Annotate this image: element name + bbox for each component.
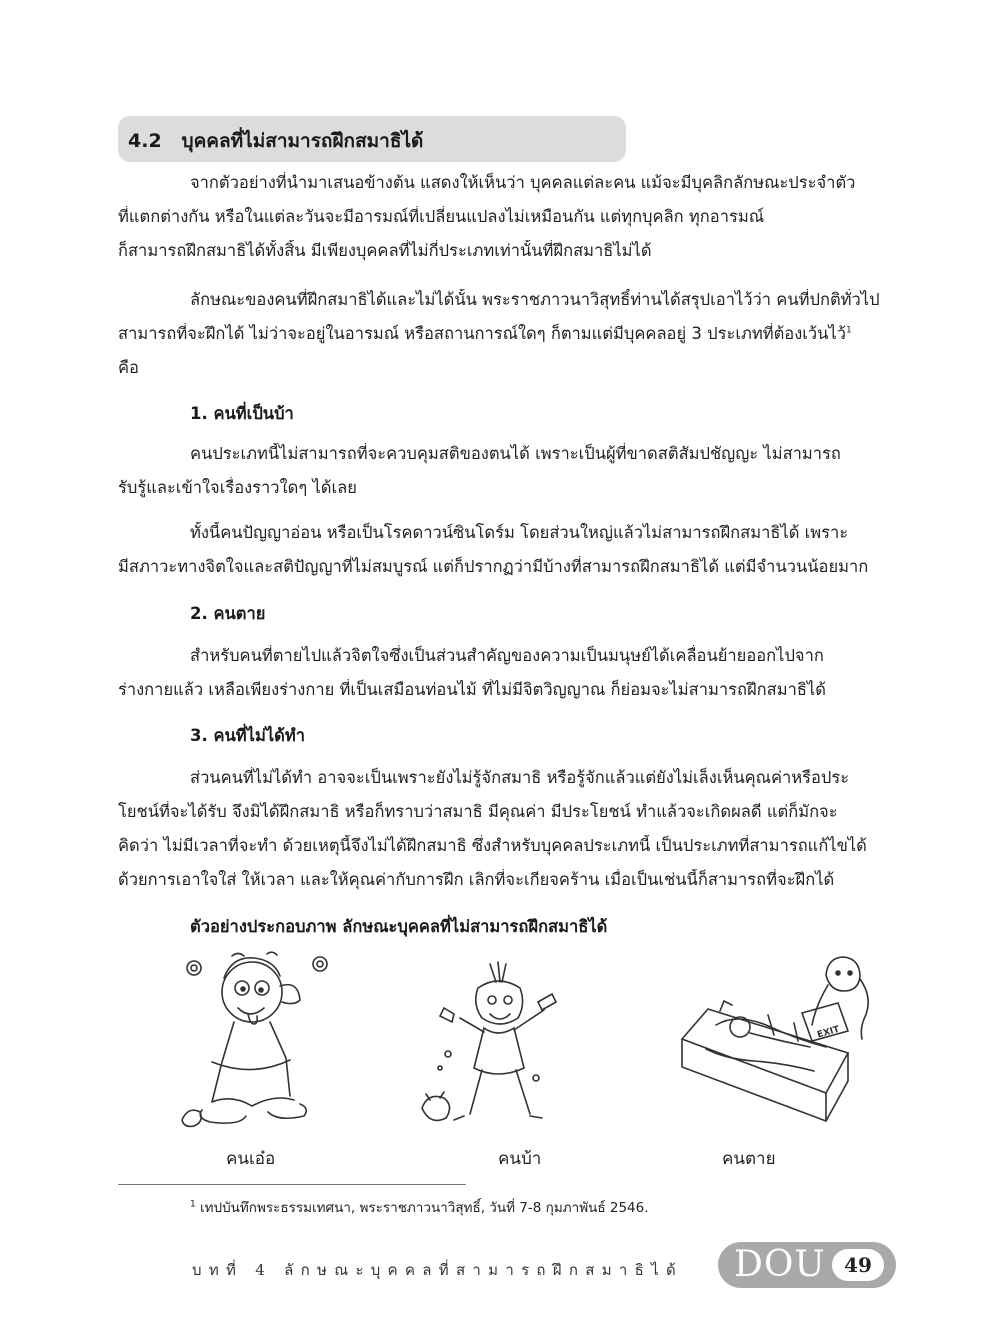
paragraph-line: ที่แตกต่างกัน หรือในแต่ละวันจะมีอารมณ์ที่เปลี่ยนแปลงไม่เหมือนกัน แต่ทุกบุคลิก ทุกอารมณ์ (118, 207, 765, 226)
type-heading: 1. คนที่เป็นบ้า (190, 404, 294, 423)
paragraph-line (118, 323, 896, 345)
paragraph-line: คิดว่า ไม่มีเวลาที่จะทำ ด้วยเหตุนี้จึงไม่ได้ฝึกสมาธิ ซึ่งสำหรับบุคคลประเภทนี้ เป็นประเภทที่สามารถแก้ไขได้ (118, 836, 867, 855)
footnote-ref: 1 (846, 325, 852, 336)
type-heading: 2. คนตาย (190, 604, 266, 623)
section-title: บุคคลที่ไม่สามารถฝึกสมาธิได้ (181, 130, 424, 152)
footer-chapter-text: บทที่ 4 ลักษณะบุคคลที่สามารถฝึกสมาธิได้ (192, 1261, 683, 1279)
paragraph-line: จากตัวอย่างที่นำมาเสนอข้างต้น แสดงให้เห็นว่า บุคคลแต่ละคน แม้จะมีบุคลิกลักษณะประจำตัว (190, 173, 856, 192)
type-heading: 3. คนที่ไม่ได้ทำ (190, 726, 306, 745)
paragraph-line: ส่วนคนที่ไม่ได้ทำ อาจจะเป็นเพราะยังไม่รู้จักสมาธิ หรือรู้จักแล้วแต่ยังไม่เล็งเห็นคุณค่าหรือประ (190, 768, 850, 787)
paragraph-line: รับรู้และเข้าใจเรื่องราวใดๆ ได้เลย (118, 478, 357, 497)
footnote-marker: 1 (190, 1199, 196, 1210)
section-number: 4.2 (128, 130, 162, 152)
paragraph-line: มีสภาวะทางจิตใจและสติปัญญาที่ไม่สมบูรณ์ แต่ก็ปรากฏว่ามีบ้างที่สามารถฝึกสมาธิได้ แต่มีจำนวนน้อยมาก (118, 557, 869, 576)
footnote-text: เทปบันทึกพระธรรมเทศนา, พระราชภาวนาวิสุทธิ์, วันที่ 7-8 กุมภาพันธ์ 2546. (200, 1200, 649, 1216)
paragraph-line: ร่างกายแล้ว เหลือเพียงร่างกาย ที่เป็นเสมือนท่อนไม้ ที่ไม่มีจิตวิญญาณ ก็ย่อมจะไม่สามารถฝึกสมาธิได้ (118, 680, 826, 699)
figure-caption: คนตาย (722, 1149, 776, 1169)
page-number: 49 (832, 1249, 884, 1281)
paragraph-line: ทั้งนี้คนปัญญาอ่อน หรือเป็นโรคดาวน์ซินโดร์ม โดยส่วนใหญ่แล้วไม่สามารถฝึกสมาธิได้ เพราะ (190, 523, 849, 542)
paragraph-line: ด้วยการเอาใจใส่ ให้เวลา และให้คุณค่ากับการฝึก เลิกที่จะเกียจคร้าน เมื่อเป็นเช่นนี้ก็สามารถที่จะฝึกได้ (118, 870, 835, 889)
paragraph-line: โยชน์ที่จะได้รับ จึงมิได้ฝึกสมาธิ หรือก็ทราบว่าสมาธิ มีคุณค่า มีประโยชน์ ทำแล้วจะเกิดผลดี แต่ก็มักจะ (118, 802, 838, 821)
paragraph-line: ก็สามารถฝึกสมาธิได้ทั้งสิ้น มีเพียงบุคคลที่ไม่กี่ประเภทเท่านั้นที่ฝึกสมาธิไม่ได้ (118, 241, 652, 260)
confused-person-illustration (172, 950, 332, 1135)
paragraph-line: คือ (118, 358, 139, 377)
paragraph-line: สำหรับคนที่ตายไปแล้วจิตใจซึ่งเป็นส่วนสำคัญของความเป็นมนุษย์ได้เคลื่อนย้ายออกไปจาก (190, 646, 824, 665)
paragraph-text: สามารถที่จะฝึกได้ ไม่ว่าจะอยู่ในอารมณ์ หรือสถานการณ์ใดๆ ก็ตามแต่มีบุคคลอยู่ 3 ประเภทที่ต้องเว้นไว้ (118, 324, 847, 343)
figure-caption: คนเอ๋อ (226, 1149, 276, 1169)
figure-caption: คนบ้า (498, 1149, 542, 1169)
dead-person-illustration (676, 955, 884, 1127)
footnote-divider (118, 1184, 466, 1185)
dou-logo: DOU (734, 1244, 826, 1285)
section-heading (128, 126, 423, 156)
paragraph-line: ลักษณะของคนที่ฝึกสมาธิได้และไม่ได้นั้น พระราชภาวนาวิสุทธิ์ท่านได้สรุปเอาไว้ว่า คนที่ปกติทั่วไป (190, 290, 880, 309)
figure-title: ตัวอย่างประกอบภาพ ลักษณะบุคคลที่ไม่สามารถฝึกสมาธิได้ (190, 917, 608, 936)
exit-sign: EXIT (816, 1024, 841, 1041)
crazy-person-illustration (418, 958, 568, 1138)
footnote (190, 1196, 649, 1218)
paragraph-line: คนประเภทนี้ไม่สามารถที่จะควบคุมสติของตนได้ เพราะเป็นผู้ที่ขาดสติสัมปชัญญะ ไม่สามารถ (190, 444, 841, 463)
